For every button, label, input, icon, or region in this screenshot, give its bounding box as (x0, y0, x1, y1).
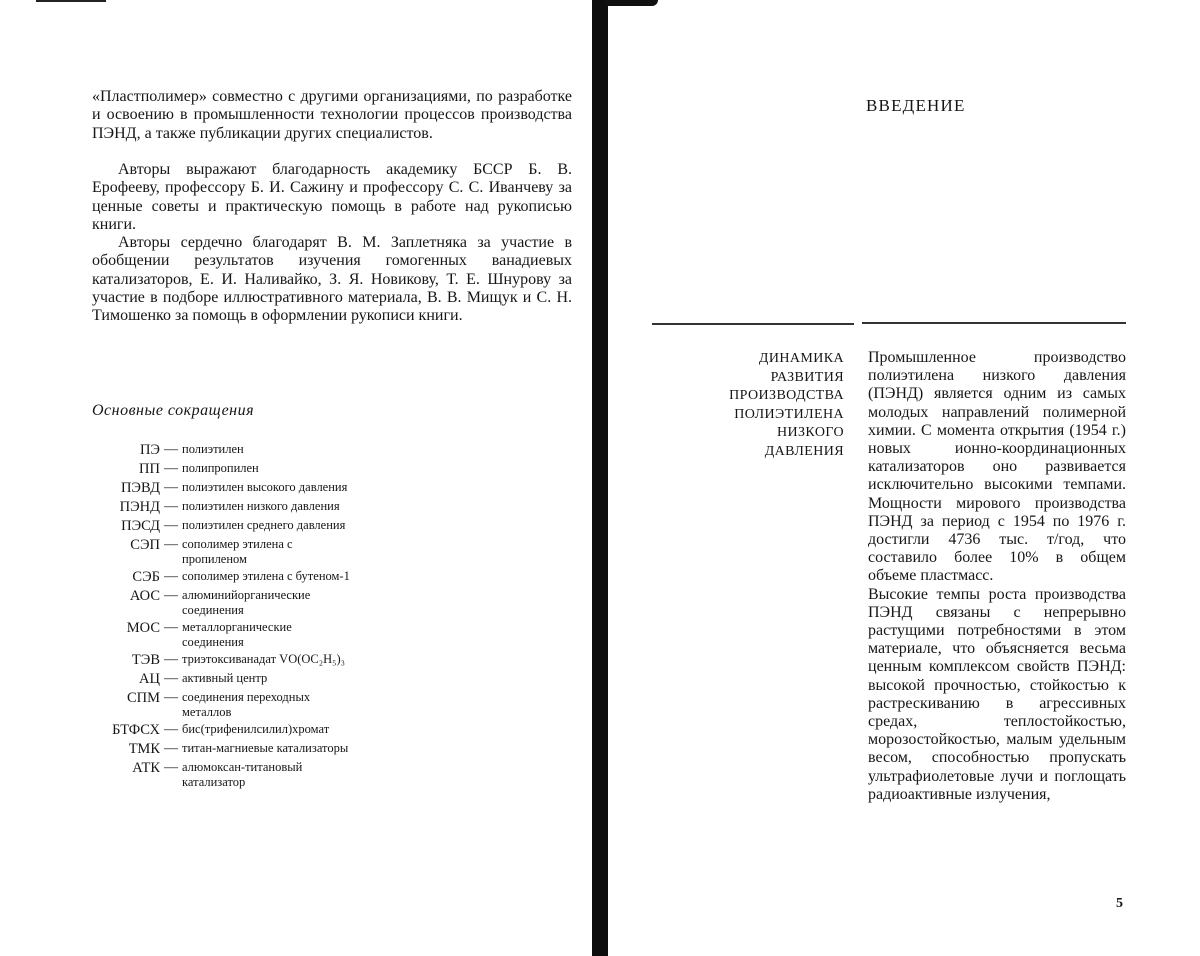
abbreviation-row (80, 741, 380, 757)
abbreviation-term: АЦ (139, 671, 160, 687)
right-page (612, 0, 1200, 956)
abbreviation-row (80, 671, 380, 687)
body-paragraph: Высокие темпы роста производства ПЭНД связаны с непрерывно растущими потребностями в этом материале, что объясняется весьма ценным комплексом свойств ПЭНД: высокой прочностью, стойкостью к растрескиванию в агрессивных средах, теплостойкостью, морозостойкостью, малым удельным весом, способностью пропускать ультрафиолетовые лучи и поглощать радиоактивные излучения, (868, 585, 1126, 803)
abbreviation-definition: титан-магниевые катализаторы (182, 741, 349, 755)
abbreviation-row (80, 480, 380, 496)
abbreviation-dash: — (164, 442, 178, 457)
abbreviation-dash: — (164, 741, 178, 756)
abbreviation-row (80, 690, 380, 719)
abbreviation-row (80, 620, 380, 649)
abbreviation-definition: полиэтилен высокого давления (182, 480, 348, 494)
left-page (0, 0, 590, 956)
abbreviation-dash: — (164, 722, 178, 737)
abbreviation-row (80, 461, 380, 477)
side-heading-line: ДАВЛЕНИЯ (764, 443, 844, 459)
abbreviation-row (80, 722, 380, 738)
side-heading-line: НИЗКОГО (777, 425, 844, 440)
abbreviation-row (80, 760, 380, 789)
abbreviation-dash: — (164, 537, 178, 552)
section-title: ВВЕДЕНИЕ (866, 96, 966, 115)
abbreviations-list (80, 442, 380, 792)
separator-rule (652, 323, 854, 325)
body-paragraph: Промышленное производство полиэтилена низкого давления (ПЭНД) является одним из самых молодых направлений полимерной химии. С момента открытия (1954 г.) новых ионно-координационных катализаторов оно развивается исключительно высокими темпами. Мощности мирового производства ПЭНД за период с 1954 по 1976 г. достигли 4736 тыс. т/год, что составило более 10% в общем объеме пластмасс. (868, 349, 1126, 585)
abbreviation-dash: — (164, 652, 178, 667)
abbreviation-row (80, 518, 380, 534)
abbreviation-dash: — (164, 588, 178, 603)
paragraph-2: Авторы выражают благодарность академику БССР Б. В. Ерофееву, профессору Б. И. Сажину и профессору С. С. Иванчеву за ценные советы и практическую помощь в работе над рукописью книги. (92, 161, 572, 233)
abbreviation-row (80, 569, 380, 585)
book-gutter (592, 0, 608, 956)
side-heading-line: ДИНАМИКА (758, 351, 844, 366)
abbreviation-definition: металлорганические соединения (182, 620, 292, 649)
abbreviation-dash: — (164, 480, 178, 495)
paragraph-1: «Пластполимер» совместно с другими организациями, по разработке и освоению в промышленности технологии процессов производства ПЭНД, а также публикации других специалистов. (92, 88, 572, 142)
abbreviation-definition: полиэтилен (182, 442, 244, 456)
abbreviation-term: СЭП (130, 537, 160, 553)
abbreviation-term: СЭБ (132, 569, 160, 585)
abbreviation-term: АОС (129, 588, 160, 604)
abbreviation-dash: — (164, 518, 178, 533)
abbreviation-dash: — (164, 499, 178, 514)
abbreviation-row (80, 499, 380, 515)
abbreviation-term: МОС (126, 620, 160, 636)
body-column (868, 349, 1126, 804)
abbreviation-dash: — (164, 760, 178, 775)
side-heading (684, 350, 844, 461)
abbreviation-dash: — (164, 461, 178, 476)
abbreviation-term: БТФСХ (112, 722, 160, 738)
abbreviation-term: АТК (132, 760, 160, 776)
paragraph-3: Авторы сердечно благодарят В. М. Заплетняка за участие в обобщении результатов изучения гомогенных ванадиевых катализаторов, Е. И. Наливайко, З. Я. Новикову, Т. Е. Шнурову за участие в подборе иллюстративного материала, В. В. Мищук и С. Н. Тимошенко за помощь в оформлении рукописи книги. (92, 234, 572, 325)
top-rule (36, 0, 106, 2)
abbreviation-definition: соединения переходных металлов (182, 690, 311, 719)
abbreviation-dash: — (164, 690, 178, 705)
abbreviation-row (80, 537, 380, 566)
abbreviation-term: ПЭВД (120, 480, 160, 496)
abbreviation-definition: полиэтилен низкого давления (182, 499, 340, 513)
side-heading-line: ПОЛИЭТИЛЕНА (734, 406, 844, 422)
abbreviation-definition: активный центр (182, 671, 268, 685)
abbreviation-term: ПЭ (139, 442, 160, 458)
abbreviation-definition: сополимер этилена с пропиленом (182, 537, 293, 566)
abbreviation-definition: полипропилен (182, 461, 259, 475)
abbreviation-row (80, 652, 380, 668)
abbreviation-term: СПМ (126, 690, 160, 706)
abbreviation-dash: — (164, 671, 178, 686)
abbreviation-term: ТЭВ (131, 652, 160, 668)
abbreviation-term: ПЭНД (119, 499, 160, 515)
abbreviation-term: ПЭСД (121, 518, 160, 534)
abbreviation-row (80, 588, 380, 617)
side-heading-line: ПРОИЗВОДСТВА (729, 388, 844, 403)
abbreviation-dash: — (164, 569, 178, 584)
separator-rule (862, 322, 1126, 324)
abbreviation-definition: сополимер этилена с бутеном-1 (182, 569, 350, 583)
abbreviation-term: ПП (139, 461, 160, 477)
abbreviation-dash: — (164, 620, 178, 635)
abbreviation-term: ТМК (128, 741, 160, 757)
abbreviation-definition: алюмоксан-титановый катализатор (182, 760, 303, 789)
abbreviation-definition: бис(трифенилсилил)хромат (182, 722, 330, 736)
abbreviation-row (80, 442, 380, 458)
abbreviations-title: Основные сокращения (92, 402, 255, 419)
abbreviation-definition: триэтоксиванадат VO(OC₂H₅)₃ (182, 652, 346, 666)
abbreviation-definition: полиэтилен среднего давления (182, 518, 346, 532)
abbreviation-definition: алюминийорганические соединения (182, 588, 311, 617)
side-heading-line: РАЗВИТИЯ (770, 369, 844, 385)
page-number: 5 (1116, 896, 1123, 911)
